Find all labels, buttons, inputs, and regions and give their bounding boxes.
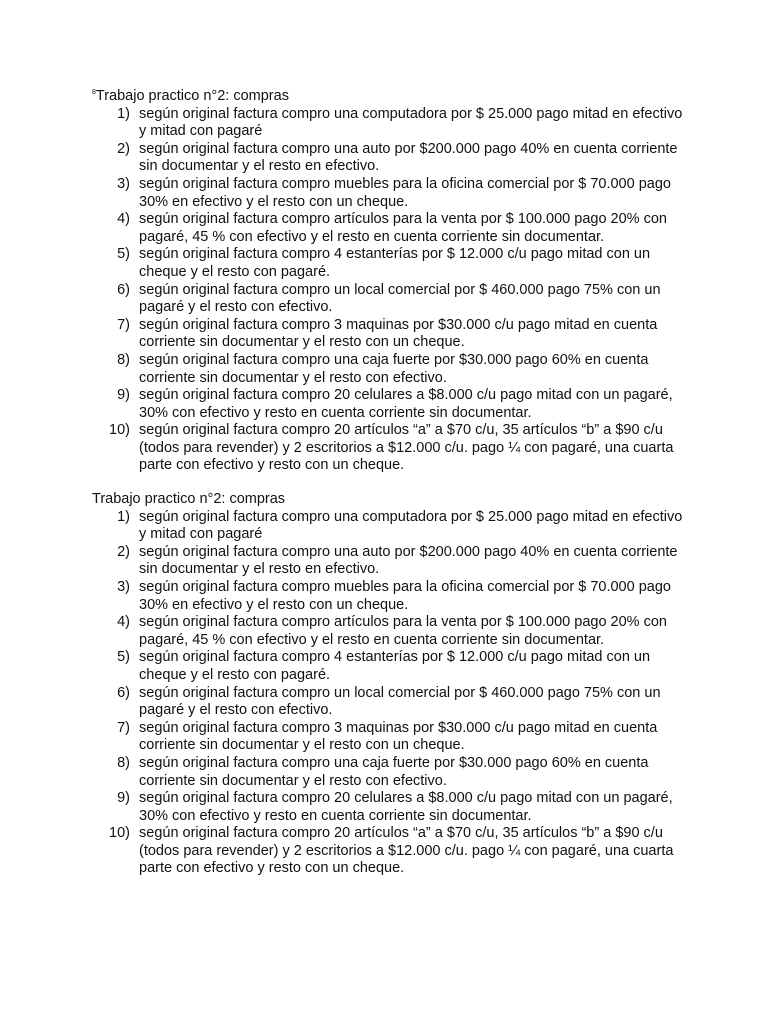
list-item (92, 422, 692, 475)
item-text: según original factura compro artículos para la venta por $ 100.000 pago 20% con pagaré, 45 % con efectivo y el resto en cuenta corriente sin documentar. (139, 211, 667, 245)
item-text: según original factura compro 3 maquinas por $30.000 c/u pago mitad en cuenta corriente sin documentar y el resto con un cheque. (139, 316, 658, 351)
item-text: según original factura compro 20 celulares a $8.000 c/u pago mitad con un pagaré, 30% con efectivo y resto en cuenta corriente sin documentar. (139, 790, 673, 824)
list-item (92, 720, 692, 755)
list-item (92, 352, 692, 387)
list-item (92, 282, 692, 317)
item-number: 10) (109, 825, 130, 842)
item-text: según original factura compro 3 maquinas por $30.000 c/u pago mitad en cuenta corriente sin documentar y el resto con un cheque. (139, 719, 658, 754)
item-number: 1) (117, 105, 130, 122)
list-item (92, 387, 692, 422)
list-item (92, 246, 692, 281)
item-text: según original factura compro una computadora por $ 25.000 pago mitad en efectivo y mitad con pagaré (139, 508, 683, 543)
item-number: 6) (117, 684, 130, 701)
list-item (92, 614, 692, 649)
item-number: 1) (117, 508, 130, 525)
list-item (92, 176, 692, 211)
list-item (92, 755, 692, 790)
exercise-list (92, 106, 692, 475)
section-title (92, 491, 692, 509)
item-text: según original factura compro un local comercial por $ 460.000 pago 75% con un pagaré y el resto con efectivo. (139, 684, 661, 719)
exercise-list (92, 509, 692, 878)
item-text: según original factura compro una caja fuerte por $30.000 pago 60% en cuenta corriente sin documentar y el resto con efectivo. (139, 351, 649, 386)
item-text: según original factura compro artículos para la venta por $ 100.000 pago 20% con pagaré, 45 % con efectivo y el resto en cuenta corriente sin documentar. (139, 614, 667, 648)
list-item (92, 211, 692, 246)
item-text: según original factura compro 4 estanterías por $ 12.000 c/u pago mitad con un cheque y el resto con pagaré. (139, 649, 651, 683)
section-title (92, 84, 692, 106)
section-title-text: Trabajo practico n°2: compras (95, 88, 289, 104)
list-item (92, 544, 692, 579)
item-text: según original factura compro una auto por $200.000 pago 40% en cuenta corriente sin documentar y el resto en efectivo. (139, 543, 678, 578)
item-number: 3) (117, 175, 130, 192)
item-number: 7) (117, 316, 130, 333)
item-text: según original factura compro una caja fuerte por $30.000 pago 60% en cuenta corriente sin documentar y el resto con efectivo. (139, 754, 649, 789)
item-number: 10) (109, 422, 130, 439)
list-item (92, 106, 692, 141)
item-number: 9) (117, 387, 130, 404)
exercise-section-1 (92, 84, 692, 475)
item-text: según original factura compro muebles para la oficina comercial por $ 70.000 pago 30% en efectivo y el resto con un cheque. (139, 175, 671, 210)
item-number: 5) (117, 246, 130, 263)
list-item (92, 579, 692, 614)
list-item (92, 317, 692, 352)
item-text: según original factura compro un local comercial por $ 460.000 pago 75% con un pagaré y el resto con efectivo. (139, 281, 661, 316)
item-text: según original factura compro 20 artículos “a” a $70 c/u, 35 artículos “b” a $90 c/u (todos para revender) y 2 escritorios a $12.000 c/u. pago ¼ con pagaré, una cuarta parte con efectivo y resto con un cheque. (139, 825, 674, 877)
item-number: 4) (117, 614, 130, 631)
item-number: 3) (117, 578, 130, 595)
item-number: 8) (117, 351, 130, 368)
list-item (92, 649, 692, 684)
list-item (92, 685, 692, 720)
item-number: 5) (117, 649, 130, 666)
list-item (92, 825, 692, 878)
item-number: 4) (117, 211, 130, 228)
item-text: según original factura compro 4 estanterías por $ 12.000 c/u pago mitad con un cheque y el resto con pagaré. (139, 246, 651, 280)
item-number: 7) (117, 719, 130, 736)
item-text: según original factura compro una computadora por $ 25.000 pago mitad en efectivo y mitad con pagaré (139, 105, 683, 140)
item-number: 2) (117, 543, 130, 560)
list-item (92, 141, 692, 176)
exercise-section-2 (92, 491, 692, 878)
item-number: 6) (117, 281, 130, 298)
title-marker: 8 (92, 89, 96, 96)
item-text: según original factura compro una auto por $200.000 pago 40% en cuenta corriente sin documentar y el resto en efectivo. (139, 140, 678, 175)
section-title-text: Trabajo practico n°2: compras (92, 491, 286, 507)
item-number: 8) (117, 754, 130, 771)
list-item (92, 509, 692, 544)
item-text: según original factura compro 20 celulares a $8.000 c/u pago mitad con un pagaré, 30% con efectivo y resto en cuenta corriente sin documentar. (139, 387, 673, 421)
item-number: 2) (117, 140, 130, 157)
item-number: 9) (117, 790, 130, 807)
item-text: según original factura compro 20 artículos “a” a $70 c/u, 35 artículos “b” a $90 c/u (todos para revender) y 2 escritorios a $12.000 c/u. pago ¼ con pagaré, una cuarta parte con efectivo y resto con un cheque. (139, 422, 674, 474)
item-text: según original factura compro muebles para la oficina comercial por $ 70.000 pago 30% en efectivo y el resto con un cheque. (139, 578, 671, 613)
list-item (92, 790, 692, 825)
